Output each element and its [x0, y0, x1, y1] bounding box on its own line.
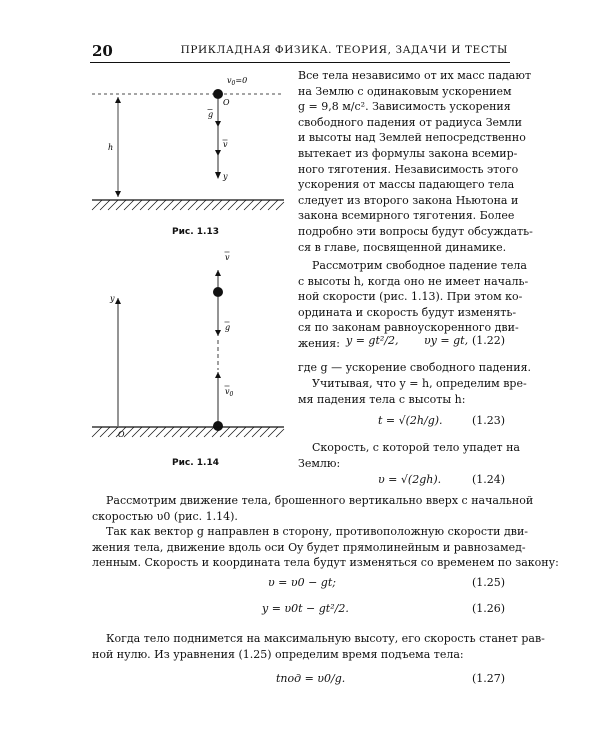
body-upper-position — [213, 287, 223, 297]
text-line: закона всемирного тяготения. Более — [298, 209, 515, 223]
height-arrow-bottom — [115, 191, 121, 197]
text-line: и высоты над Землей непосредственно — [298, 131, 526, 145]
paragraph-upward-throw — [92, 493, 534, 524]
velocity-arrow-head — [215, 270, 221, 276]
figure-1-14 — [88, 246, 288, 446]
ground-hatching — [92, 200, 284, 210]
v-arrow-head — [215, 150, 221, 156]
origin-label: O — [223, 98, 230, 107]
equation-1-22-left: y = gt²/2, — [346, 334, 399, 347]
text-line: ленным. Скорость и координата тела будут изменяться со временем по закону: — [92, 556, 559, 570]
paragraph-rise-time — [92, 631, 545, 662]
text-line: где g — ускорение свободного падения. — [298, 361, 532, 374]
equation-1-22-number: (1.22) — [472, 334, 506, 347]
text-line: Рассмотрим свободное падение тела — [312, 259, 527, 272]
equation-1-24-number: (1.24) — [472, 473, 506, 486]
text-line: g = 9,8 м/с². Зависимость ускорения — [298, 100, 511, 114]
text-line: Землю: — [298, 456, 341, 470]
paragraph-gravity-acceleration — [298, 68, 533, 255]
equation-1-25: υ = υ0 − gt; — [268, 576, 336, 589]
velocity-label: v — [225, 253, 230, 262]
v-vector-label: v — [223, 140, 228, 149]
text-line: скоростью υ0 (рис. 1.14). — [92, 509, 238, 523]
gravity-label: g — [225, 323, 231, 332]
figure-1-13 — [88, 70, 288, 220]
paragraph-fall-time — [298, 376, 527, 407]
height-arrow-top — [115, 97, 121, 103]
text-line: ной нулю. Из уравнения (1.25) определим время подъема тела: — [92, 647, 464, 661]
text-line: ся в главе, посвященной динамике. — [298, 240, 507, 254]
equation-1-26: y = υ0t − gt²/2. — [262, 602, 349, 615]
initial-velocity-arrow-head — [215, 372, 221, 378]
text-line: Когда тело поднимется на максимальную высоту, его скорость станет рав- — [106, 632, 545, 645]
equation-1-27: tпод = υ0/g. — [276, 672, 346, 685]
text-line: мя падения тела с высоты h: — [298, 392, 466, 406]
text-line: жения тела, движение вдоль оси Oy будет прямолинейным и равнозамед- — [92, 540, 526, 554]
g-vector-label: g — [208, 110, 214, 119]
text-line: следует из второго закона Ньютона и — [298, 193, 519, 207]
equation-1-23-number: (1.23) — [472, 414, 506, 427]
text-line: ордината и скорость будут изменять- — [298, 305, 517, 319]
text-line: Скорость, с которой тело упадет на — [312, 441, 520, 454]
g-arrow-head — [215, 121, 221, 127]
text-line: ускорения от массы падающего тела — [298, 178, 515, 192]
equation-1-23: t = √(2h/g). — [378, 414, 443, 427]
text-line: ной скорости (рис. 1.13). При этом ко- — [298, 290, 523, 304]
height-label: h — [108, 143, 114, 152]
figure-1-13-caption: Рис. 1.13 — [172, 227, 219, 237]
equation-1-22-right: υy = gt, — [424, 334, 469, 347]
text-line: Учитывая, что y = h, определим вре- — [312, 377, 527, 390]
text-line: ся по законам равноускоренного дви- — [298, 321, 519, 335]
figure-1-14-caption: Рис. 1.14 — [172, 458, 219, 468]
falling-body — [213, 89, 223, 99]
y-axis-label: y — [223, 172, 228, 181]
text-line: с высоты h, когда оно не имеет началь- — [298, 274, 529, 288]
paragraph-uniform-deceleration — [92, 524, 559, 571]
y-axis-label: y — [110, 294, 115, 303]
equation-1-24: υ = √(2gh). — [378, 473, 442, 486]
text-line: подробно эти вопросы будут обсуждать- — [298, 224, 533, 238]
y-axis-arrow-head — [215, 172, 221, 179]
text-line: Так как вектор g направлен в сторону, противоположную скорости дви- — [106, 525, 528, 538]
equation-1-25-number: (1.25) — [472, 576, 506, 589]
text-line: Рассмотрим движение тела, брошенного вертикально вверх с начальной — [106, 494, 534, 507]
text-line: вытекает из формулы закона всемир- — [298, 146, 518, 160]
text-line: на Землю с одинаковым ускорением — [298, 84, 512, 98]
equation-1-27-number: (1.27) — [472, 672, 506, 685]
initial-velocity-label: $v_0$ — [225, 387, 234, 398]
equation-1-26-number: (1.26) — [472, 602, 506, 615]
gravity-arrow-head — [215, 330, 221, 336]
text-line: жения: — [298, 336, 340, 350]
v0-zero-label: $v_0=0$ — [227, 76, 248, 87]
text-gravity-definition — [298, 360, 532, 376]
origin-label: O — [118, 430, 125, 439]
running-title: ПРИКЛАДНАЯ ФИЗИКА. ТЕОРИЯ, ЗАДАЧИ И ТЕСТЫ — [180, 44, 508, 56]
header-rule — [90, 62, 510, 63]
text-line: Все тела независимо от их масс падают — [298, 69, 532, 82]
paragraph-impact-speed — [298, 440, 520, 471]
body-start-position — [213, 421, 223, 431]
page-number: 20 — [92, 42, 113, 60]
text-line: свободного падения от радиуса Земли — [298, 115, 522, 129]
text-line: ного тяготения. Независимость этого — [298, 162, 519, 176]
y-axis-arrow-head — [115, 298, 121, 304]
